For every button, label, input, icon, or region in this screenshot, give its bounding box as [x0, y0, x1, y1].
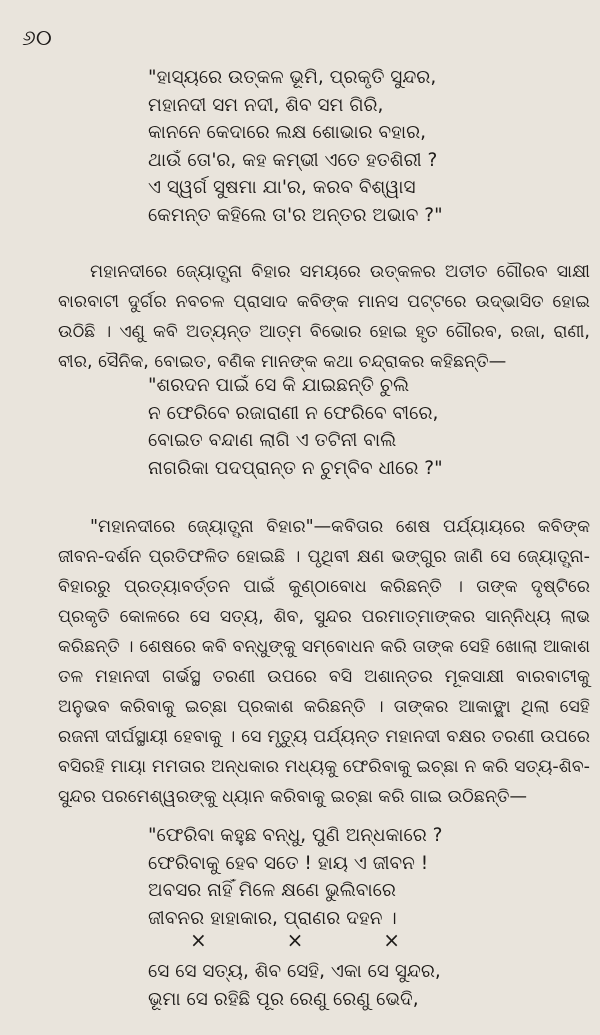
separator-mark: × — [190, 928, 207, 952]
paragraph-text: ମହାନଦୀରେ ଜ୍ୟୋତ୍ସ୍ନା ବିହାର ସମୟରେ ଉତ୍କଳର ଅତୀତ ଗୌରବ ସାକ୍ଷୀ ବାରବାଟୀ ଦୁର୍ଗର ନବଚଳ ପ୍ରାସାଦ କବିଙ୍କ ମାନସ ପଟ୍ଟରେ ଉଦ୍ଭାସିତ ହୋଇ ଉଠିଛି । ଏଣୁ କବି ଅତ୍ୟନ୍ତ ଆତ୍ମ ବିଭୋର ହୋଇ ହୃତ ଗୌରବ, ରଜା, ରାଣୀ, ବୀର, ସୈନିକ, ବୋଇତ, ବଣିକ ମାନଙ୍କ କଥା ଚନ୍ଦ୍ରାକର କହିଛନ୍ତି— — [58, 262, 590, 372]
verse-line: ବୋଇତ ବନ୍ଦାଣ ଲାଗି ଏ ତଟିନୀ ବାଲି — [148, 430, 397, 451]
verse-line: ନ ଫେରିବେ ରଜାରାଣୀ ନ ଫେରିବେ ବୀରେ, — [148, 402, 439, 424]
verse-line: ଏ ସ୍ୱର୍ଗ ସୁଷମା ଯା'ର, କରବ ବିଶ୍ୱାସ — [148, 177, 416, 198]
verse-line: ଫେରିବାକୁ ହେବ ସତେ ! ହାୟ ଏ ଜୀବନ ! — [148, 852, 429, 874]
separator-mark: × — [383, 928, 400, 952]
verse-line: ସେ ସେ ସତ୍ୟ, ଶିବ ସେହି, ଏକା ସେ ସୁନ୍ଦର, — [148, 961, 441, 982]
verse-line: ଭୂମା ସେ ରହିଛି ପୂର ରେଣୁ ରେଣୁ ଭେଦି, — [148, 988, 419, 1010]
verse-stanza-2 — [148, 372, 443, 482]
verse-line: "ଶରଦନ ପାଇଁ ସେ କି ଯାଇଛନ୍ତି ଚୁଲି — [148, 375, 410, 396]
paragraph-2 — [58, 512, 590, 812]
verse-line: ମହାନଦୀ ସମ ନଦୀ, ଶିବ ସମ ଗିରି, — [148, 94, 384, 116]
paragraph-text: "ମହାନଦୀରେ ଜ୍ୟୋତ୍ସ୍ନା ବିହାର"—କବିତାର ଶେଷ ପର୍ଯ୍ୟାୟରେ କବିଙ୍କ ଜୀବନ-ଦର୍ଶନ ପ୍ରତିଫଳିତ ହୋଇଛି । ପୃଥିବୀ କ୍ଷଣ ଭଙ୍ଗୁର ଜାଣି ସେ ଜ୍ୟୋତ୍ସ୍ନା-ବିହାରରୁ ପ୍ରତ୍ୟାବର୍ତ୍ତନ ପାଇଁ କୁଣ୍ଠାବୋଧ କରିଛନ୍ତି । ତାଙ୍କ ଦୃଷ୍ଟିରେ ପ୍ରକୃତି କୋଳରେ ସେ ସତ୍ୟ, ଶିବ, ସୁନ୍ଦର ପରମାତ୍ମାଙ୍କର ସାନ୍ନିଧ୍ୟ ଲାଭ କରିଛନ୍ତି । ଶେଷରେ କବି ବନ୍ଧୁଙ୍କୁ ସମ୍ବୋଧନ କରି ତାଙ୍କ ସେହି ଖୋଲା ଆକାଶ ତଳ ମହାନଦୀ ଗର୍ଭସ୍ଥ ତରଣୀ ଉପରେ ବସି ଅଶାନ୍ତର ମୂକସାକ୍ଷୀ ବାରବାଟୀକୁ ଅନୁଭବ କରିବାକୁ ଇଚ୍ଛା ପ୍ରକାଶ କରିଛନ୍ତି । ତାଙ୍କର ଆକାଙ୍କ୍ଷା ଥିଲା ସେହି ରଜନୀ ଦୀର୍ଘସ୍ଥାୟୀ ହେବାକୁ । ସେ ମୃତ୍ୟୁ ପର୍ଯ୍ୟନ୍ତ ମହାନଦୀ ବକ୍ଷର ତରଣୀ ଉପରେ ବସିରହି ମାୟା ମମତାର ଅନ୍ଧକାର ମଧ୍ୟକୁ ଫେରିବାକୁ ଇଚ୍ଛା ନ କରି ସତ୍ୟ-ଶିବ-ସୁନ୍ଦର ପରମେଶ୍ୱରଙ୍କୁ ଧ୍ୟାନ କରିବାକୁ ଇଚ୍ଛା କରି ଗାଇ ଉଠିଛନ୍ତି— — [58, 517, 590, 807]
verse-line: ଜୀବନର ହାହାକାର, ପ୍ରାଣର ଦହନ । — [148, 907, 397, 929]
verse-line: ଅବସର ନାହିଁ ମିଳେ କ୍ଷଣେ ଭୁଲିବାରେ — [148, 880, 396, 901]
verse-stanza-1 — [148, 64, 443, 229]
verse-line: "ଫେରିବା କହୁଛ ବନ୍ଧୁ, ପୁଣି ଅନ୍ଧକାରେ ? — [148, 825, 443, 846]
verse-line: କାନନେ କେଦାରେ ଲକ୍ଷ ଶୋଭାର ବହାର, — [148, 122, 426, 143]
paragraph-1 — [58, 257, 590, 377]
section-separator — [190, 928, 400, 952]
separator-mark: × — [286, 928, 304, 952]
verse-line: "ହାସ୍ୟରେ ଉତ୍କଳ ଭୂମି, ପ୍ରକୃତି ସୁନ୍ଦର, — [148, 67, 437, 88]
verse-line: ନାଗରିକା ପଦପ୍ରାନ୍ତ ନ ଚୁମ୍ବିବ ଧୀରେ ?" — [148, 457, 443, 479]
verse-line: କେମନ୍ତ କହିଲେ ତା'ର ଅନ୍ତର ଅଭାବ ?" — [148, 204, 443, 226]
verse-stanza-4 — [148, 958, 441, 1013]
verse-line: ଥାଉଁ ତୋ'ର, କହ କମ୍ଭୀ ଏତେ ହତଶିରୀ ? — [148, 149, 438, 171]
page-number: ୬୦ — [22, 26, 52, 51]
verse-stanza-3 — [148, 822, 442, 932]
